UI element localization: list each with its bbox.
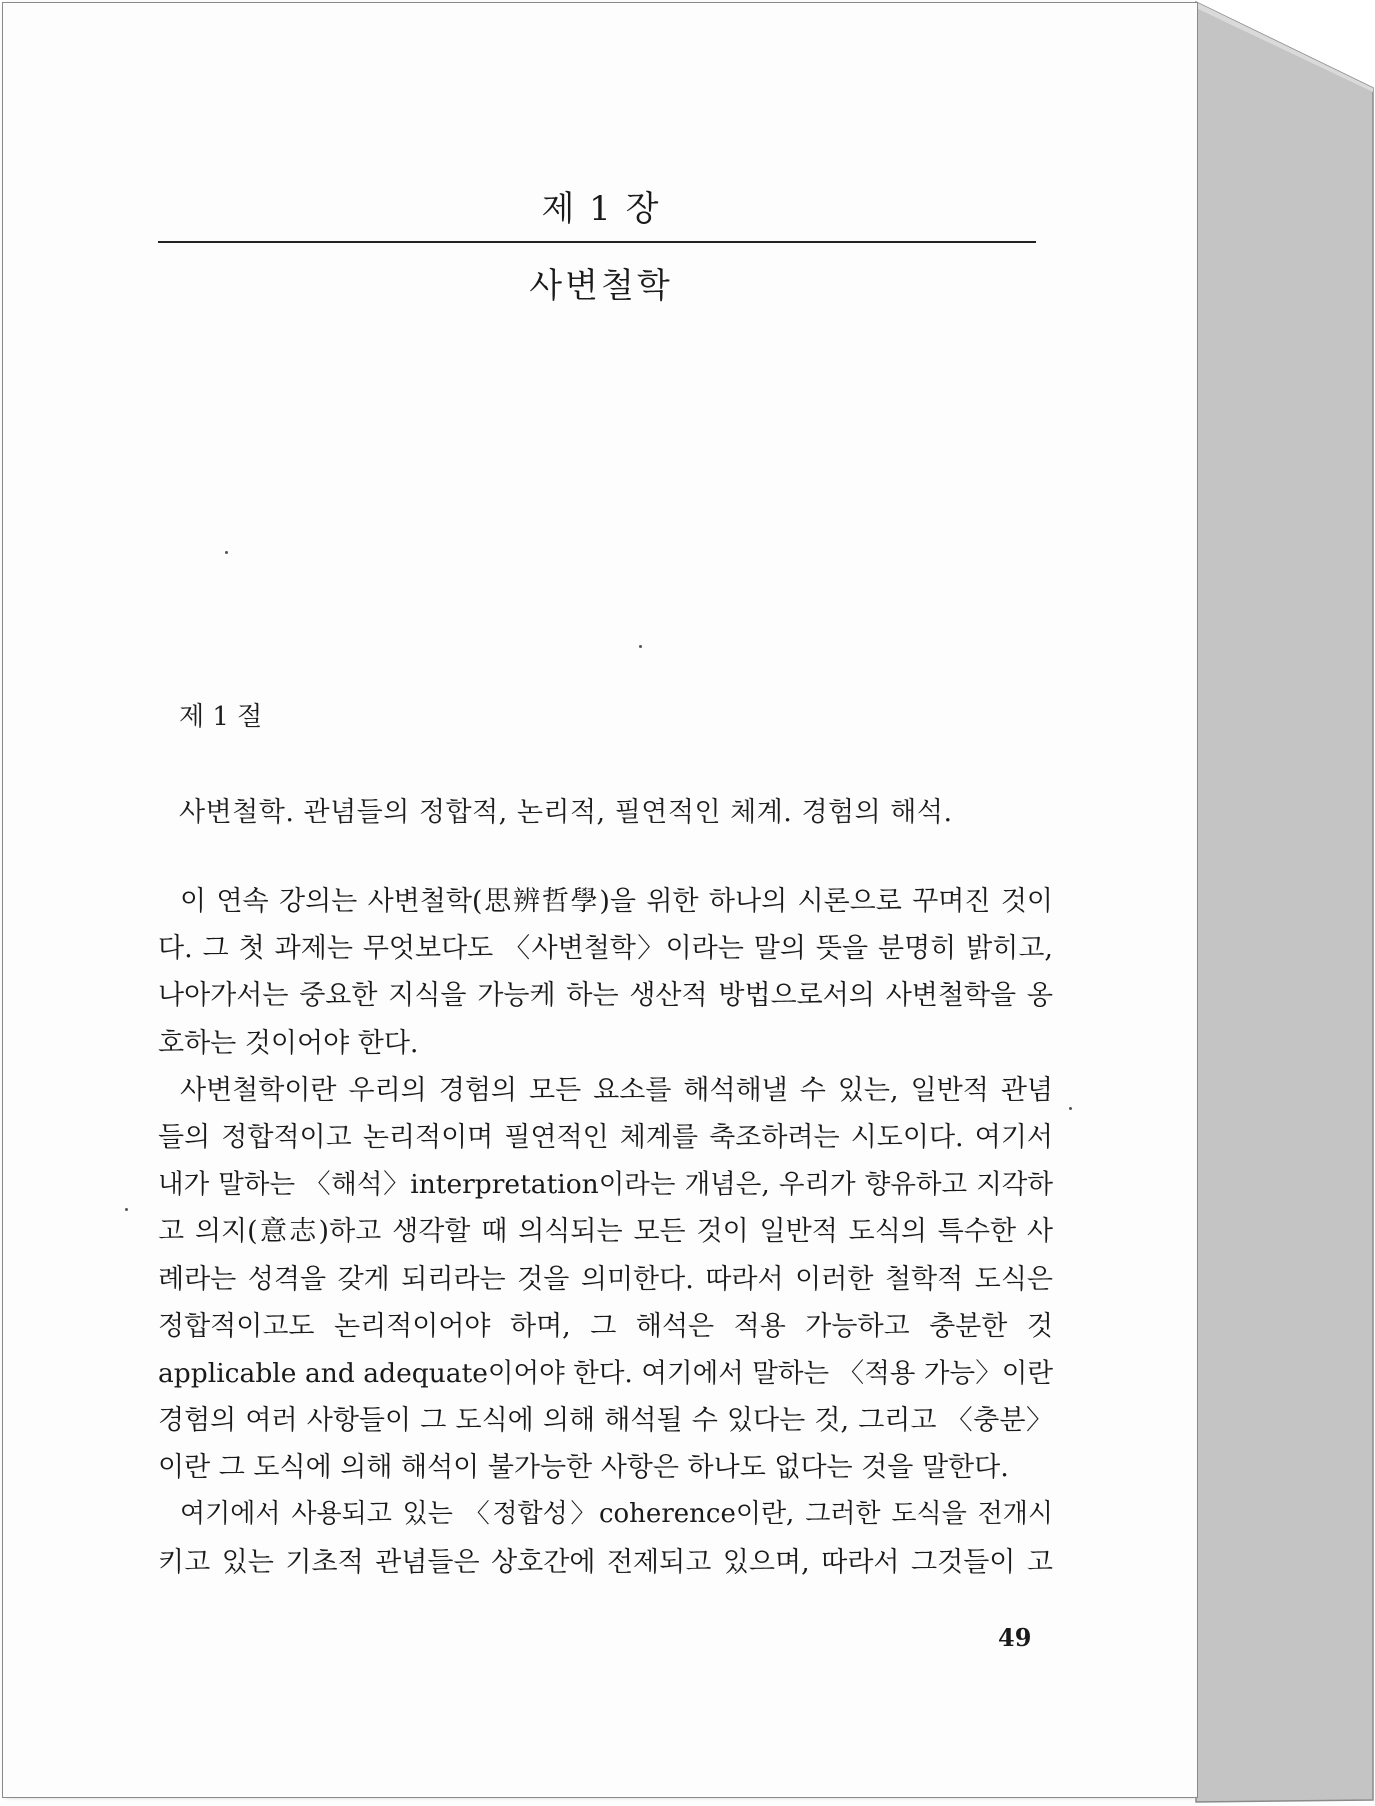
scan-speck xyxy=(225,551,228,554)
page-number: 49 xyxy=(998,1623,1032,1652)
text-line: 이란 그 도식에 의해 해석이 불가능한 사항은 하나도 없다는 것을 말한다. xyxy=(158,1452,1009,1484)
text-line: 여기에서 사용되고 있는 〈정합성〉coherence이란, 그러한 도식을 전개시 xyxy=(180,1499,1053,1530)
chapter-title: 사변철학 xyxy=(529,266,673,306)
book-page xyxy=(2,2,1198,1798)
text-line: 나아가서는 중요한 지식을 가능케 하는 생산적 방법으로서의 사변철학을 옹 xyxy=(158,980,1053,1012)
chapter-number: 제 1 장 xyxy=(541,189,661,229)
chapter-divider xyxy=(158,241,1036,243)
scan-speck xyxy=(1069,1107,1072,1110)
paragraph-3 xyxy=(158,1491,1053,1585)
paragraph-1 xyxy=(158,878,1053,1067)
scan-speck xyxy=(639,645,642,648)
text-line: applicable and adequate이어야 한다. 여기에서 말하는 〈적용 가능〉이란 xyxy=(158,1357,1053,1389)
text-line: 례라는 성격을 갖게 되리라는 것을 의미한다. 따라서 이러한 철학적 도식은 xyxy=(158,1263,1053,1295)
text-line: 이 연속 강의는 사변철학(思辨哲學)을 위한 하나의 시론으로 꾸며진 것이 xyxy=(180,886,1053,917)
text-line: 사변철학이란 우리의 경험의 모든 요소를 해석해낼 수 있는, 일반적 관념 xyxy=(180,1074,1053,1106)
text-line: 들의 정합적이고 논리적이며 필연적인 체계를 축조하려는 시도이다. 여기서 xyxy=(158,1121,1053,1153)
text-line: 키고 있는 기초적 관념들은 상호간에 전제되고 있으며, 따라서 그것들이 고 xyxy=(158,1546,1053,1578)
section-heading: 제 1 절 xyxy=(179,702,263,732)
text-line: 내가 말하는 〈해석〉interpretation이라는 개념은, 우리가 향유하고 지각하 xyxy=(158,1169,1053,1201)
section-summary: 사변철학. 관념들의 정합적, 논리적, 필연적인 체계. 경험의 해석. xyxy=(179,797,953,828)
paragraph-2 xyxy=(158,1067,1053,1492)
scan-speck xyxy=(125,1208,128,1211)
text-line: 호하는 것이어야 한다. xyxy=(158,1027,419,1059)
text-line: 정합적이고도 논리적이어야 하며, 그 해석은 적용 가능하고 충분한 것 xyxy=(158,1310,1053,1342)
text-line: 고 의지(意志)하고 생각할 때 의식되는 모든 것이 일반적 도식의 특수한 사 xyxy=(158,1216,1053,1248)
text-line: 경험의 여러 사항들이 그 도식에 의해 해석될 수 있다는 것, 그리고 〈충분〉 xyxy=(158,1405,1053,1437)
text-line: 다. 그 첫 과제는 무엇보다도 〈사변철학〉이라는 말의 뜻을 분명히 밝히고, xyxy=(158,933,1053,965)
body-text xyxy=(158,878,1053,1586)
